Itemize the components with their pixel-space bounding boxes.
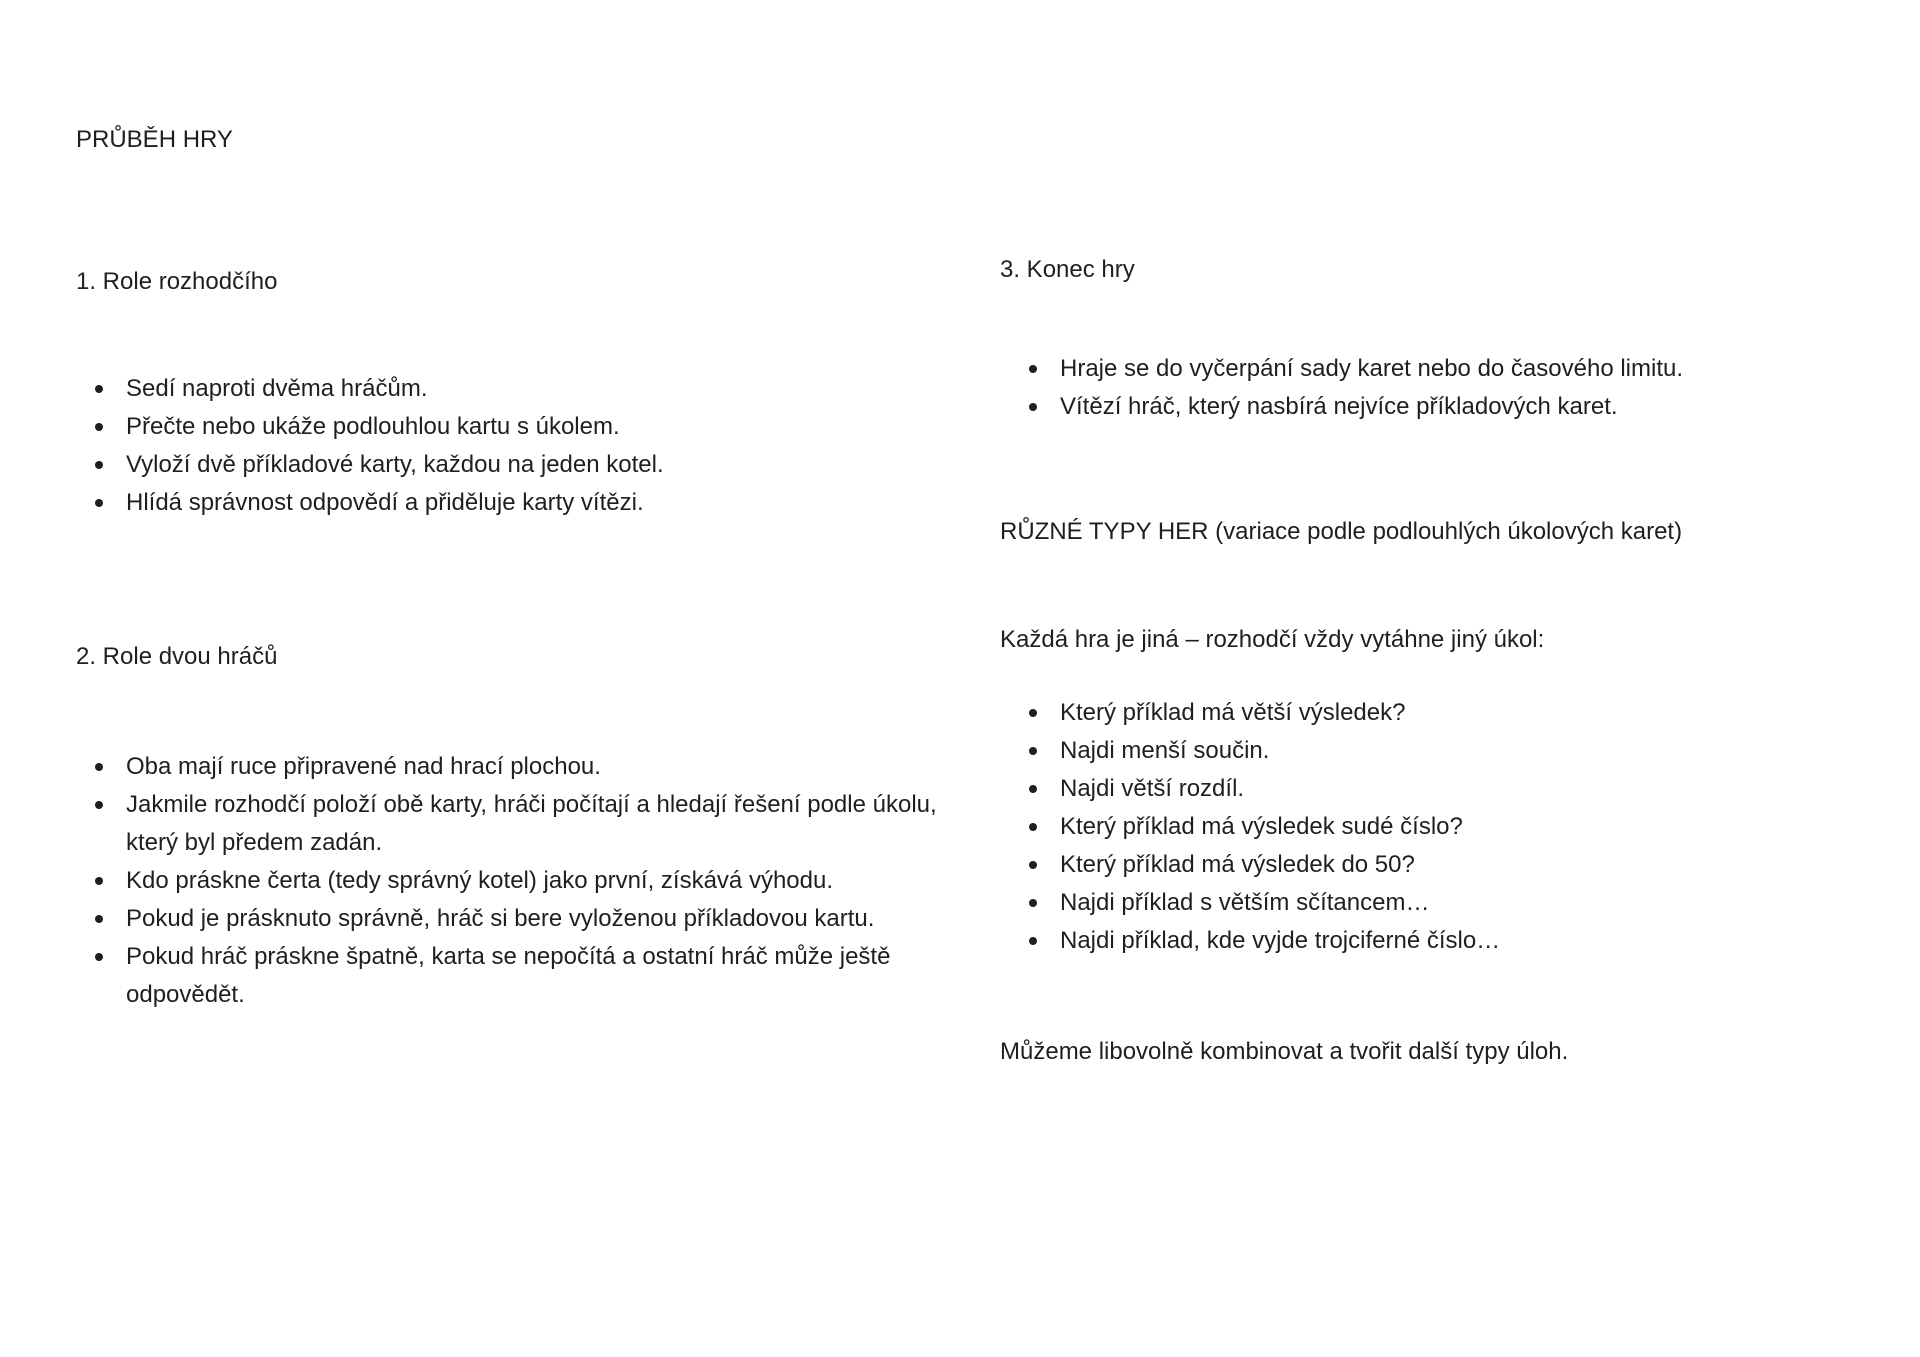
bullet-item: Najdi větší rozdíl. <box>1060 770 1880 808</box>
bullet-item: Hraje se do vyčerpání sady karet nebo do časového limitu. <box>1060 350 1880 388</box>
bullet-item: Oba mají ruce připravené nad hrací plochou. <box>126 748 946 786</box>
bullet-item: Vítězí hráč, který nasbírá nejvíce příkladových karet. <box>1060 388 1880 426</box>
bullet-item: Pokud hráč práskne špatně, karta se nepočítá a ostatní hráč může ještě odpovědět. <box>126 938 946 1014</box>
bullet-item: Vyloží dvě příkladové karty, každou na jeden kotel. <box>126 446 946 484</box>
page-title: PRŮBĚH HRY <box>76 126 233 153</box>
bullet-item: Najdi příklad, kde vyjde trojciferné číslo… <box>1060 922 1880 960</box>
bullet-item: Hlídá správnost odpovědí a přiděluje karty vítězi. <box>126 484 946 522</box>
section-2-heading: 2. Role dvou hráčů <box>76 643 278 670</box>
bullet-item: Najdi menší součin. <box>1060 732 1880 770</box>
section-2-bullet-list <box>126 748 946 1014</box>
section-1-heading: 1. Role rozhodčího <box>76 268 278 295</box>
section-1-bullet-list <box>126 370 946 522</box>
bullet-item: Kdo práskne čerta (tedy správný kotel) jako první, získává výhodu. <box>126 862 946 900</box>
section-4-bullet-list <box>1060 694 1880 960</box>
bullet-item: Který příklad má výsledek sudé číslo? <box>1060 808 1880 846</box>
section-3-heading: 3. Konec hry <box>1000 256 1135 283</box>
section-4-outro-paragraph: Můžeme libovolně kombinovat a tvořit další typy úloh. <box>1000 1038 1569 1065</box>
bullet-item: Který příklad má větší výsledek? <box>1060 694 1880 732</box>
section-4-intro-paragraph: Každá hra je jiná – rozhodčí vždy vytáhne jiný úkol: <box>1000 626 1545 653</box>
bullet-item: Sedí naproti dvěma hráčům. <box>126 370 946 408</box>
bullet-item: Pokud je prásknuto správně, hráč si bere vyloženou příkladovou kartu. <box>126 900 946 938</box>
bullet-item: Jakmile rozhodčí položí obě karty, hráči počítají a hledají řešení podle úkolu, který byl předem zadán. <box>126 786 946 862</box>
bullet-item: Přečte nebo ukáže podlouhlou kartu s úkolem. <box>126 408 946 446</box>
bullet-item: Najdi příklad s větším sčítancem… <box>1060 884 1880 922</box>
section-3-bullet-list <box>1060 350 1880 426</box>
section-4-heading: RŮZNÉ TYPY HER (variace podle podlouhlých úkolových karet) <box>1000 518 1683 545</box>
bullet-item: Který příklad má výsledek do 50? <box>1060 846 1880 884</box>
